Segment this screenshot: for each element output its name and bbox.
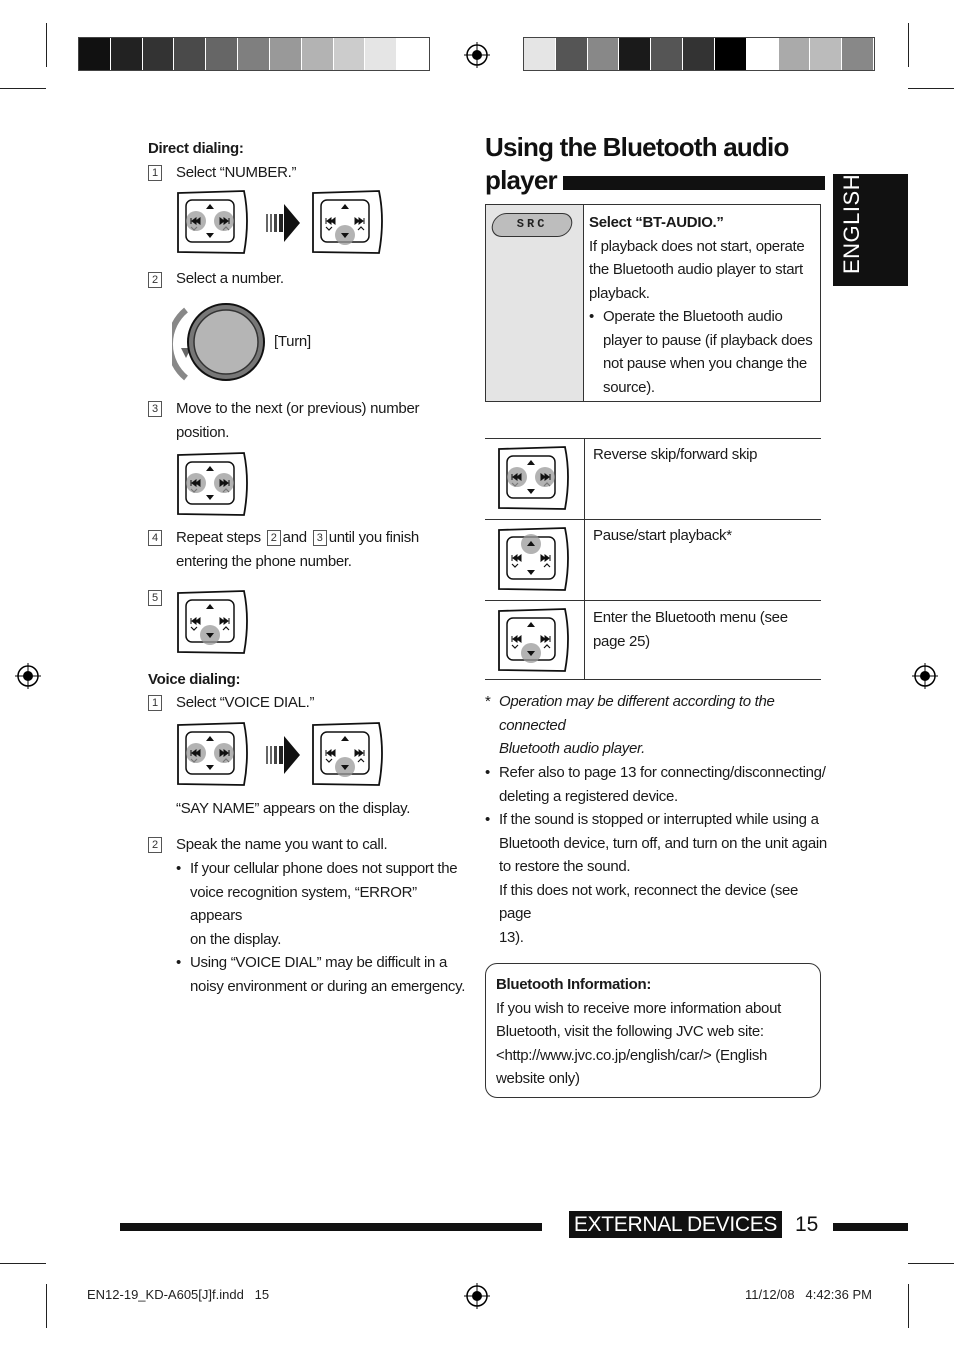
bluetooth-info-box: Bluetooth Information: If you wish to receive more information about Bluetooth, visit the following JVC web site: <http://www.jvc.co.jp/english/car/> (English website only) [485, 963, 821, 1098]
registration-mark-icon [15, 663, 41, 689]
print-date: 11/12/08 4:42:36 PM [745, 1287, 872, 1302]
color-swatch [270, 38, 302, 70]
footer-rule-left [120, 1223, 542, 1231]
color-swatch [810, 38, 842, 70]
color-swatch [143, 38, 175, 70]
step-number: 5 [148, 590, 162, 606]
control-pad-icon [497, 608, 573, 674]
control-pad-icon [176, 452, 252, 518]
step-number: 1 [148, 695, 162, 711]
control-pad-icon [497, 446, 573, 512]
control-pad-icon [176, 590, 252, 656]
registration-mark-icon [464, 1283, 490, 1309]
title-rule [563, 176, 825, 190]
src-step-box: SRC Select “BT-AUDIO.” If playback does not start, operate the Bluetooth audio player to start playback. • Operate the Bluetooth audio player to pause (if playback does not pause when you change the source). [485, 204, 821, 402]
control-pad-icon [176, 722, 252, 788]
voice-dialing-heading: Voice dialing: [148, 671, 241, 688]
color-swatch [747, 38, 779, 70]
page-title: Using the Bluetooth audio player [485, 131, 825, 197]
color-swatch [779, 38, 811, 70]
step-text: Repeat steps 2 and 3 until you finish entering the phone number. [176, 529, 419, 570]
color-swatch [174, 38, 206, 70]
color-swatch [79, 38, 111, 70]
step-number: 4 [148, 530, 162, 546]
color-swatch [302, 38, 334, 70]
arrow-right-icon [266, 736, 300, 774]
footnote: * Operation may be different according to the connected Bluetooth audio player. [485, 693, 775, 757]
color-swatch [683, 38, 715, 70]
step-number: 2 [148, 272, 162, 288]
step-text: Move to the next (or previous) number position. [176, 400, 420, 441]
color-swatch [397, 38, 429, 70]
color-swatch [842, 38, 874, 70]
control-pad-icon [176, 190, 252, 256]
step-text: Select a number. [176, 270, 284, 287]
notes-list: • Refer also to page 13 for connecting/disconnecting/ deleting a registered device. • If the sound is stopped or interrupted while using a Bluetooth device, turn off, and turn on the unit again to restore the sound. If this does not work, reconnect the device (see page 13). [485, 764, 827, 946]
step-text: Select “VOICE DIAL.” [176, 694, 315, 711]
file-info: EN12-19_KD-A605[J]f.indd 15 [87, 1287, 270, 1302]
control-knob-icon [172, 298, 272, 386]
color-swatch [556, 38, 588, 70]
src-button: SRC [489, 213, 574, 237]
turn-label: [Turn] [274, 333, 311, 350]
color-swatch [588, 38, 620, 70]
registration-mark-icon [912, 663, 938, 689]
color-bar-right [523, 37, 875, 71]
bullet-list: • If your cellular phone does not support the voice recognition system, “ERROR” appears on the display. • Using “VOICE DIAL” may be difficult in a noisy environment or during an emergency. [176, 860, 466, 995]
page-number: 15 [795, 1213, 819, 1236]
operations-table: Reverse skip/forward skip Pause/start playback* Enter the Bluetooth menu (see page 25) [485, 438, 821, 680]
footer-rule-right [833, 1223, 908, 1231]
direct-dialing-heading: Direct dialing: [148, 140, 244, 157]
control-pad-icon [497, 527, 573, 593]
color-swatch [238, 38, 270, 70]
color-swatch [111, 38, 143, 70]
color-swatch [619, 38, 651, 70]
say-name-text: “SAY NAME” appears on the display. [176, 800, 411, 817]
section-label: EXTERNAL DEVICES [569, 1211, 782, 1238]
step-number: 2 [148, 837, 162, 853]
step-number: 1 [148, 165, 162, 181]
color-swatch [715, 38, 747, 70]
control-pad-icon [311, 722, 387, 788]
color-swatch [206, 38, 238, 70]
color-swatch [365, 38, 397, 70]
registration-mark-icon [464, 42, 490, 68]
color-swatch [651, 38, 683, 70]
step-number: 3 [148, 401, 162, 417]
color-bar-left [78, 37, 430, 71]
color-swatch [334, 38, 366, 70]
language-tab: ENGLISH [833, 174, 908, 286]
step-text: Speak the name you want to call. [176, 836, 388, 853]
arrow-right-icon [266, 204, 300, 242]
control-pad-icon [311, 190, 387, 256]
color-swatch [524, 38, 556, 70]
step-text: Select “NUMBER.” [176, 164, 297, 181]
